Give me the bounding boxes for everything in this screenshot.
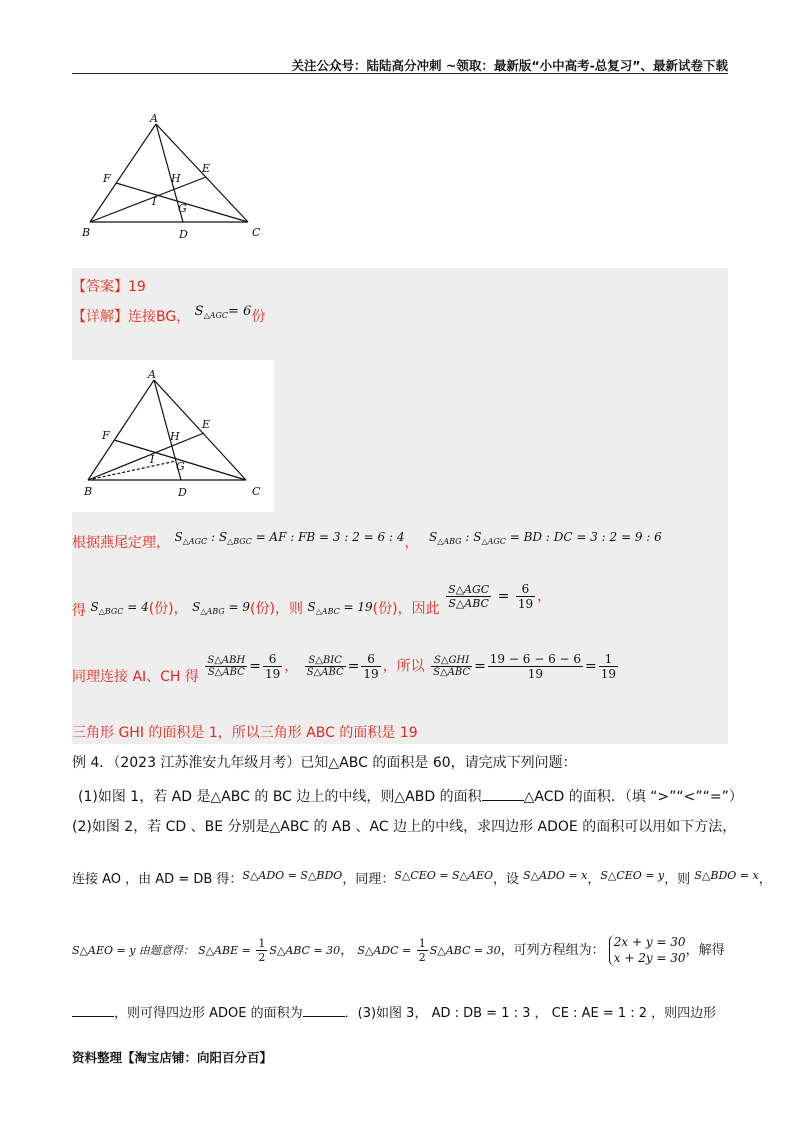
eq-adob: S△ADO = S△BDO xyxy=(242,869,343,882)
result-line: 得 $S_{\triangle BGC} = 4$(份)， $S_{\triangle ABG} = 9$(份)，则 $S_{\triangle ABC} = 19$(份)，因此 $\frac{\text{S△AGC}}{\text{S△ABC}}$ = $\frac{6}{19}$ ， xyxy=(72,582,552,619)
ratio-1: $S_{\triangle AGC}$ : $S_{\triangle BGC}$ = AF : FB = 3 : 2 = 6 : 4 xyxy=(174,530,405,546)
label-D-2: D xyxy=(178,486,187,499)
label-C: C xyxy=(252,226,261,239)
similar-frac-2: $\frac{\text{S△BIC}}{\text{S△ABC}}$ xyxy=(306,655,344,678)
result-fen1: (份)， xyxy=(148,600,188,617)
result-value: $\frac{6}{19}$ xyxy=(517,582,534,611)
result-de: 得 xyxy=(72,602,91,619)
result-fen2: (份)，则 xyxy=(250,600,308,617)
similar-frac-1: $\frac{\text{S△ABH}}{\text{S△ABC}}$ xyxy=(207,655,246,678)
similar-val-1: $\frac{6}{19}$ xyxy=(264,652,281,681)
eq-bdo: S△BDO = x xyxy=(694,869,759,882)
detail-unit: 份 xyxy=(251,309,266,325)
q1-text-a: (1)如图 1，若 AD 是△ABC 的 BC 边上的中线，则△ABD 的面积 xyxy=(78,789,482,805)
area-blank[interactable] xyxy=(303,1004,345,1017)
label-A-2: A xyxy=(148,368,156,381)
eq-aeo: S△AEO = y 由题意得： xyxy=(72,944,194,958)
header-divider xyxy=(72,73,728,74)
result-s1: $S_{\triangle BGC} = 4$ xyxy=(90,599,149,616)
detail-label: 【详解】 xyxy=(72,309,128,325)
label-H: H xyxy=(171,172,181,185)
q1-answer-blank[interactable] xyxy=(482,788,524,801)
similar-line: 同理连接 AI、CH 得 $\frac{\text{S△ABH}}{\text{S△ABC}}$ = $\frac{6}{19}$ ， $\frac{\text{S△BIC}}{\text{S△ABC}}$ = $\frac{6}{19}$ ，所以 $\frac{\text{S△GHI}}{\text{S△ABC}}$ = $\frac{19 - 6 - 6 - 6}{19}$ = $\frac{1}{19}$ xyxy=(72,652,617,685)
example4-line4: S△AEO = y 由题意得： S△ABE = $\frac{1}{2}$ S△ABC = 30， S△ADC = $\frac{1}{2}$ S△ABC = 30，可列方程组为： 2x + y = 30 x + 2y = 30 ，解得 xyxy=(72,935,725,965)
q1-text-b: △ACD 的面积．（填 “>”“<”“=”） xyxy=(523,789,743,805)
example4-line5: ，则可得四边形 ADOE 的面积为 ．(3)如图 3， AD : DB = 1 : 3 ， CE : AE = 1 : 2 ，则四边形 xyxy=(72,1002,716,1021)
result-fraction: $\frac{\text{S△AGC}}{\text{S△ABC}}$ xyxy=(448,583,490,610)
similar-val-2: $\frac{6}{19}$ xyxy=(363,652,379,681)
page-footer: 资料整理【淘宝店铺：向阳百分百】 xyxy=(72,1050,273,1065)
label-H-2: H xyxy=(170,430,180,443)
label-E-2: E xyxy=(202,418,211,431)
similar-frac-3: $\frac{\text{S△GHI}}{\text{S△ABC}}$ xyxy=(433,655,471,678)
label-F-2: F xyxy=(102,429,110,442)
equation-system: 2x + y = 30 x + 2y = 30 xyxy=(609,935,686,966)
similar-lead: 同理连接 AI、CH 得 xyxy=(72,668,199,685)
detail-text: 连接BG， xyxy=(128,309,191,325)
label-I: I xyxy=(152,195,157,208)
answer-line xyxy=(72,276,146,296)
conclusion: 三角形 GHI 的面积是 1，所以三角形 ABC 的面积是 19 xyxy=(72,725,418,741)
page-header: 关注公众号：陆陆高分冲刺 ~领取：最新版“小中高考-总复习”、最新试卷下载 xyxy=(291,58,728,73)
label-F: F xyxy=(103,172,111,185)
label-E: E xyxy=(202,162,211,175)
half-1: $\frac{1}{2}$ xyxy=(258,937,266,965)
similar-val-3: $\frac{19 - 6 - 6 - 6}{19}$ xyxy=(489,652,582,681)
eq-ceo: S△CEO = S△AEO xyxy=(394,869,493,882)
result-fen3: (份)，因此 xyxy=(372,600,440,617)
label-B-2: B xyxy=(84,485,93,498)
triangle-figure-1 xyxy=(80,110,280,245)
label-C-2: C xyxy=(252,485,261,498)
ratio-lead: 根据燕尾定理， xyxy=(72,535,170,551)
answer-label: 【答案】 xyxy=(72,279,128,295)
ratio-line xyxy=(72,532,662,552)
result-s2: $S_{\triangle ABG} = 9$ xyxy=(192,599,251,616)
example4-line3: 连接 AO ，由 AD = DB 得：$^{S\triangle ADO = S\triangle BDO}$，同理：$^{S\triangle CEO = S\triangle AEO}$，设 $^{S\triangle ADO = x}$，$^{S\triangle CEO = y}$，则 $^{S\triangle BDO = x}$， xyxy=(72,869,772,887)
label-G: G xyxy=(178,202,187,215)
eq-x: S△ADO = x xyxy=(523,869,588,882)
similar-val-4: $\frac{1}{19}$ xyxy=(600,652,617,681)
ratio-comma: ， xyxy=(404,535,419,551)
ratio-2: $S_{\triangle ABG}$ : $S_{\triangle AGC}$ = BD : DC = 3 : 2 = 9 : 6 xyxy=(428,530,662,546)
label-A: A xyxy=(150,112,158,125)
answer-value: 19 xyxy=(128,279,146,295)
triangle-figure-2 xyxy=(72,360,274,512)
example4-q2: (2)如图 2，若 CD 、BE 分别是△ABC 的 AB 、AC 边上的中线，求四边形 ADOE 的面积可以用如下方法， xyxy=(72,819,737,835)
label-B: B xyxy=(82,226,91,239)
eq-y: S△CEO = y xyxy=(600,869,665,882)
detail-line xyxy=(72,306,265,326)
example4-intro: 例 4．（2023 江苏淮安九年级月考）已知△ABC 的面积是 60，请完成下列问题： xyxy=(72,755,577,771)
label-G-2: G xyxy=(176,460,185,473)
solution-blank[interactable] xyxy=(72,1004,114,1017)
half-2: $\frac{1}{2}$ xyxy=(418,937,426,965)
label-D: D xyxy=(179,228,188,241)
result-s3: $S_{\triangle ABC} = 19$ xyxy=(307,599,373,616)
example4-q1 xyxy=(78,786,743,806)
detail-area-formula: $S_{\triangle AGC}= 6$ xyxy=(194,304,252,320)
label-I-2: I xyxy=(150,453,155,466)
